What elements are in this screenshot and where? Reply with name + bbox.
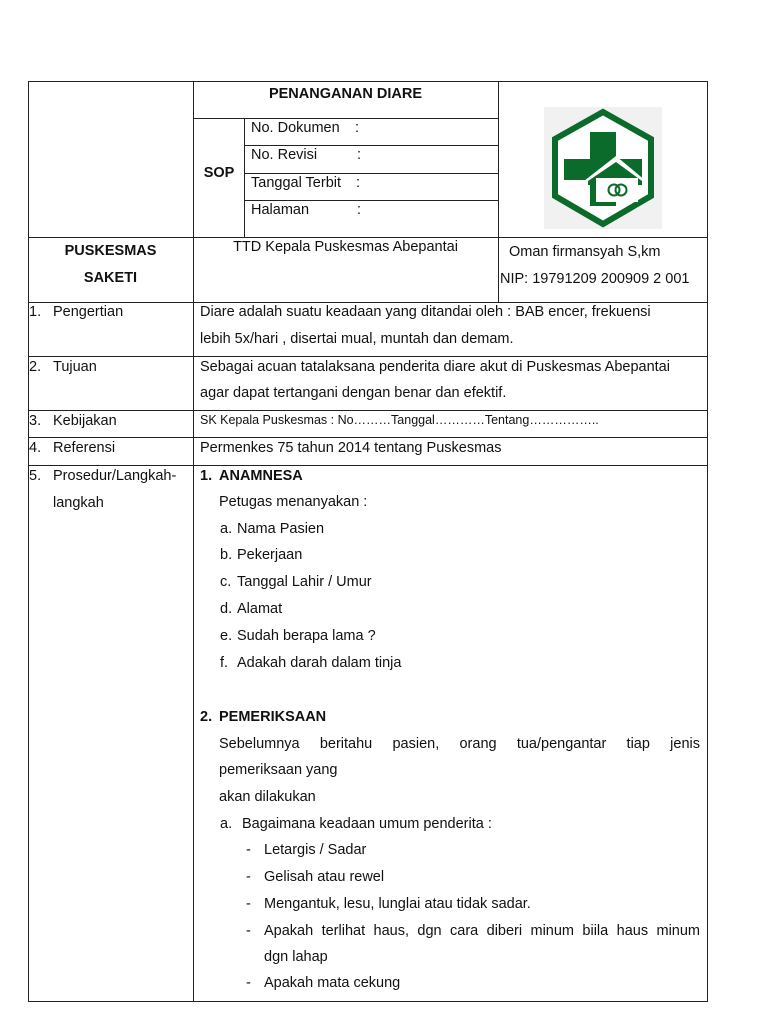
docfield-divider-1 — [244, 145, 498, 146]
pemeriksaan-title: PEMERIKSAAN — [219, 709, 327, 725]
bullet-dash: - — [246, 975, 251, 991]
prosedur-number: 5. — [29, 468, 42, 484]
anamnesa-item-b-letter: b. — [220, 547, 233, 563]
anamnesa-intro: Petugas menanyakan : — [219, 494, 368, 510]
anamnesa-item-a-letter: a. — [220, 521, 233, 537]
tujuan-number: 2. — [29, 359, 42, 375]
sop-label: SOP — [203, 165, 235, 181]
row-divider-referensi — [28, 437, 708, 438]
sop-column-divider — [244, 118, 245, 237]
prosedur-label-line2: langkah — [53, 495, 104, 511]
referensi-text: Permenkes 75 tahun 2014 tentang Puskesmas — [200, 440, 502, 456]
pemeriksaan-sub-letter: a. — [220, 816, 233, 832]
anamnesa-item-e: Sudah berapa lama ? — [237, 628, 376, 644]
anamnesa-item-c: Tanggal Lahir / Umur — [237, 574, 372, 590]
header-divider — [28, 237, 708, 238]
bullet-gelisah: Gelisah atau rewel — [264, 869, 385, 885]
row-divider-pengertian — [28, 302, 708, 303]
anamnesa-title: ANAMNESA — [219, 468, 303, 484]
table-border-right — [707, 81, 708, 1002]
bullet-dash: - — [246, 869, 251, 885]
bullet-mengantuk: Mengantuk, lesu, lunglai atau tidak sadar. — [264, 896, 531, 912]
referensi-number: 4. — [29, 440, 42, 456]
revision-label: No. Revisi — [251, 147, 318, 163]
pemeriksaan-number: 2. — [200, 709, 213, 725]
anamnesa-item-e-letter: e. — [220, 628, 233, 644]
org-name-line2: SAKETI — [83, 270, 138, 286]
bullet-dash: - — [246, 923, 251, 939]
title-divider — [193, 118, 498, 119]
revision-sep: : — [357, 147, 362, 163]
row-divider-tujuan — [28, 356, 708, 357]
signature-label: TTD Kepala Puskesmas Abepantai — [233, 239, 458, 255]
pemeriksaan-intro-line2: pemeriksaan yang — [219, 762, 338, 778]
pemeriksaan-intro-line3: akan dilakukan — [219, 789, 316, 805]
issue-date-label: Tanggal Terbit — [251, 175, 342, 191]
issue-date-sep: : — [356, 175, 361, 191]
pemeriksaan-intro-line1: Sebelumnya beritahu pasien, orang tua/pengantar tiap jenis — [219, 736, 700, 752]
pengertian-number: 1. — [29, 304, 42, 320]
kebijakan-number: 3. — [29, 413, 42, 429]
bullet-letargis: Letargis / Sadar — [264, 842, 367, 858]
tujuan-label: Tujuan — [53, 359, 97, 375]
table-border-bottom — [28, 1001, 708, 1002]
tujuan-text-line1: Sebagai acuan tatalaksana penderita diare akut di Puskesmas Abepantai — [200, 359, 670, 375]
row-divider-kebijakan — [28, 410, 708, 411]
doc-number-label: No. Dokumen — [251, 120, 340, 136]
referensi-label: Referensi — [53, 440, 116, 456]
anamnesa-item-f-letter: f. — [220, 655, 229, 671]
pengertian-text-line2: lebih 5x/hari , disertai mual, muntah dan demam. — [200, 331, 514, 347]
signer-nip: NIP: 19791209 200909 2 001 — [500, 271, 690, 287]
tujuan-text-line2: agar dapat tertangani dengan benar dan efektif. — [200, 385, 507, 401]
health-cross-logo-icon — [544, 107, 662, 229]
kebijakan-text: SK Kepala Puskesmas : No………Tanggal…………Tentang…………….. — [200, 413, 599, 427]
org-name-line1: PUSKESMAS — [64, 243, 157, 259]
pengertian-label: Pengertian — [53, 304, 124, 320]
prosedur-label-line1: Prosedur/Langkah- — [53, 468, 177, 484]
row-divider-prosedur — [28, 465, 708, 466]
bullet-mata-cekung: Apakah mata cekung — [264, 975, 401, 991]
doc-number-sep: : — [355, 120, 360, 136]
anamnesa-item-c-letter: c. — [220, 574, 232, 590]
document-title: PENANGANAN DIARE — [268, 86, 423, 102]
page-label: Halaman — [251, 202, 310, 218]
signer-name: Oman firmansyah S,km — [509, 244, 661, 260]
bullet-dash: - — [246, 842, 251, 858]
pemeriksaan-sub-text: Bagaimana keadaan umum penderita : — [242, 816, 492, 832]
anamnesa-item-b: Pekerjaan — [237, 547, 303, 563]
docfield-divider-3 — [244, 200, 498, 201]
anamnesa-number: 1. — [200, 468, 213, 484]
bullet-haus-continuation: dgn lahap — [264, 949, 328, 965]
anamnesa-item-d: Alamat — [237, 601, 283, 617]
docfield-divider-2 — [244, 173, 498, 174]
anamnesa-item-f: Adakah darah dalam tinja — [237, 655, 402, 671]
anamnesa-item-a: Nama Pasien — [237, 521, 325, 537]
bullet-haus: Apakah terlihat haus, dgn cara diberi minum biila haus minum — [264, 923, 700, 939]
label-column-divider — [193, 81, 194, 1002]
bullet-dash: - — [246, 896, 251, 912]
puskesmas-logo — [544, 107, 662, 229]
logo-column-divider — [498, 81, 499, 302]
kebijakan-label: Kebijakan — [53, 413, 117, 429]
page-sep: : — [357, 202, 362, 218]
anamnesa-item-d-letter: d. — [220, 601, 233, 617]
table-border-left — [28, 81, 29, 1002]
pengertian-text-line1: Diare adalah suatu keadaan yang ditandai oleh : BAB encer, frekuensi — [200, 304, 651, 320]
table-border-top — [28, 81, 708, 82]
